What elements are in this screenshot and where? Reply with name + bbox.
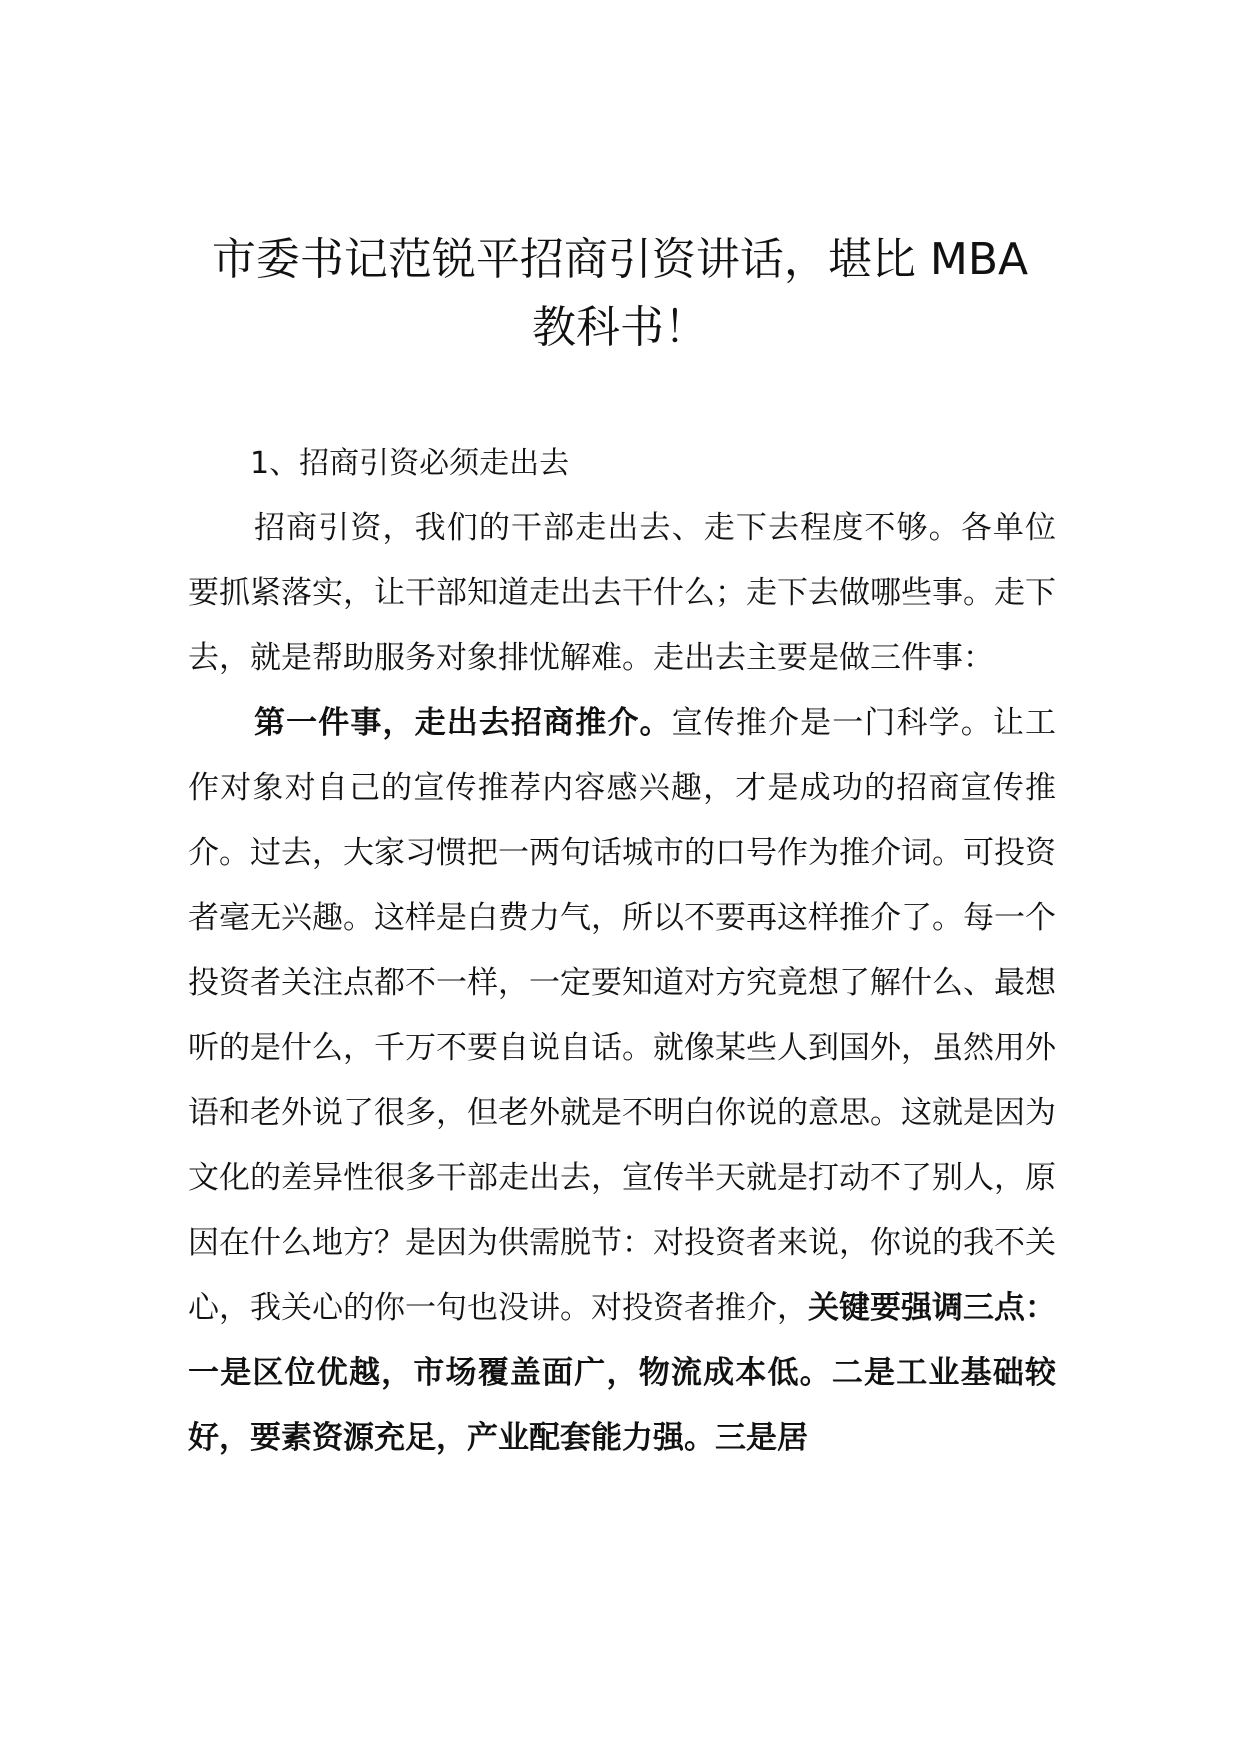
title-line-1: 市委书记范锐平招商引资讲话，堪比 MBA (211, 234, 1029, 285)
first-task-heading: 第一件事，走出去招商推介。 (254, 705, 672, 741)
section-heading: 1、招商引资必须走出去 (250, 446, 570, 481)
first-task-body: 宣传推介是一门科学。让工作对象对自己的宣传推荐内容感兴趣，才是成功的招商宣传推介。过去，大家习惯把一两句话城市的口号作为推介词。可投资者毫无兴趣。这样是白费力气，所以不要再这样推介了。每一个投资者关注点都不一样，一定要知道对方究竟想了解什么、最想听的是什么，千万不要自说自话。就像某些人到国外，虽然用外语和老外说了很多，但老外就是不明白你说的意思。这就是因为文化的差异性很多干部走出去，宣传半天就是打动不了别人，原因在什么地方？是因为供需脱节：对投资者来说，你说的我不关心，我关心的你一句也没讲。对投资者推介， (188, 705, 1056, 1326)
document-title (150, 226, 1090, 362)
paragraph-intro: 招商引资，我们的干部走出去、走下去程度不够。各单位要抓紧落实，让干部知道走出去干什么；走下去做哪些事。走下去，就是帮助服务对象排忧解难。走出去主要是做三件事： (188, 510, 1056, 676)
document-body (188, 431, 1056, 1471)
key-points-emphasis: 关键要强调三点：一是区位优越，市场覆盖面广，物流成本低。二是工业基础较好，要素资源充足，产业配套能力强。三是居 (188, 1290, 1056, 1456)
title-line-2: 教科书！ (532, 302, 708, 353)
paragraph-first-task (188, 691, 1056, 1471)
